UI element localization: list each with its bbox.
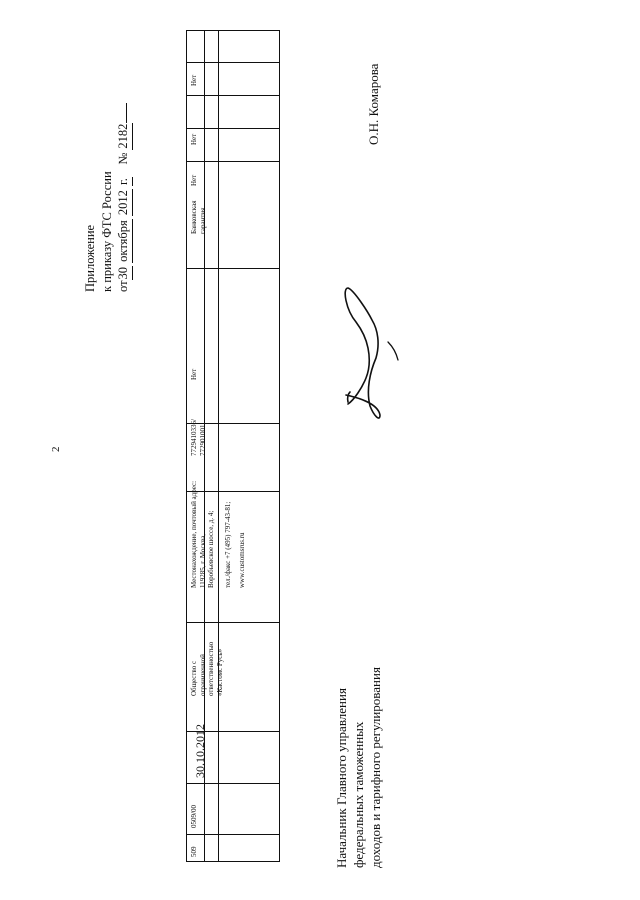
column-divider bbox=[187, 95, 279, 96]
column-divider bbox=[187, 783, 279, 784]
cell-guarantee bbox=[190, 201, 207, 234]
cell-inn-kpp bbox=[190, 419, 207, 456]
number-underline bbox=[126, 103, 127, 123]
signatory-name: О.Н. Комарова bbox=[366, 63, 381, 145]
date-month: октября bbox=[115, 219, 133, 263]
number-prefix: № bbox=[116, 152, 130, 165]
order-number: 2182 bbox=[115, 123, 133, 150]
address-spacer bbox=[216, 481, 224, 588]
column-divider bbox=[187, 62, 279, 63]
signatory-title-line: доходов и тарифного регулирования bbox=[368, 667, 383, 868]
appendix-title: Приложение bbox=[83, 224, 97, 292]
signature-stroke bbox=[345, 288, 380, 418]
signatory-title bbox=[333, 667, 384, 868]
cell-row-number: 509 bbox=[190, 846, 198, 857]
organization-line: «Кастомс Русь» bbox=[215, 648, 224, 696]
cell-no-3: Нет bbox=[190, 133, 198, 145]
guarantee-line: Банковская bbox=[190, 200, 198, 234]
signatory-title-line: Начальник Главного управления bbox=[334, 688, 349, 868]
date-year: 2012 bbox=[115, 189, 133, 216]
date-year-suffix: г. bbox=[115, 177, 133, 186]
cell-no-1: Нет bbox=[190, 368, 198, 380]
signature-stroke bbox=[348, 392, 350, 402]
address-line: Воробьевское шоссе, д. 4; bbox=[207, 510, 215, 588]
column-divider bbox=[187, 128, 279, 129]
cell-registration-number: 0509/00 bbox=[190, 805, 198, 828]
handwritten-signature bbox=[330, 280, 410, 430]
address-line: Местонахождение, почтовый адрес: bbox=[190, 480, 198, 588]
column-divider bbox=[187, 268, 279, 269]
cell-date: 30.10.2012 bbox=[193, 724, 207, 778]
cell-no-4: Нет bbox=[190, 74, 198, 86]
signatory-title-line: федеральных таможенных bbox=[351, 721, 366, 868]
guarantee-line: гарантия bbox=[198, 207, 207, 234]
organization-line: ограниченной bbox=[198, 654, 207, 696]
date-day: 30 bbox=[115, 266, 133, 281]
organization-line: ответственностью bbox=[207, 641, 215, 696]
appendix-order-ref: к приказу ФТС России bbox=[99, 171, 114, 292]
cell-organization bbox=[190, 642, 224, 696]
column-divider bbox=[187, 622, 279, 623]
address-website: www.customsrus.ru bbox=[238, 532, 246, 588]
page-number: 2 bbox=[50, 446, 62, 452]
address-phone: тел./факс +7 (495) 797-43-81; bbox=[223, 501, 232, 588]
address-line: 119285, г. Москва, bbox=[198, 533, 207, 588]
organization-line: Общество с bbox=[190, 660, 198, 696]
inn-line: 7729410336/ bbox=[190, 419, 198, 456]
kpp-line: 772901001 bbox=[198, 424, 207, 456]
column-divider bbox=[187, 161, 279, 162]
row-divider bbox=[218, 31, 219, 861]
appendix-header bbox=[82, 103, 133, 292]
cell-address bbox=[190, 481, 247, 588]
signature-stroke bbox=[388, 342, 398, 360]
date-prefix: от bbox=[116, 280, 130, 292]
column-divider bbox=[187, 834, 279, 835]
appendix-date-line bbox=[115, 103, 133, 292]
cell-no-2: Нет bbox=[190, 174, 198, 186]
